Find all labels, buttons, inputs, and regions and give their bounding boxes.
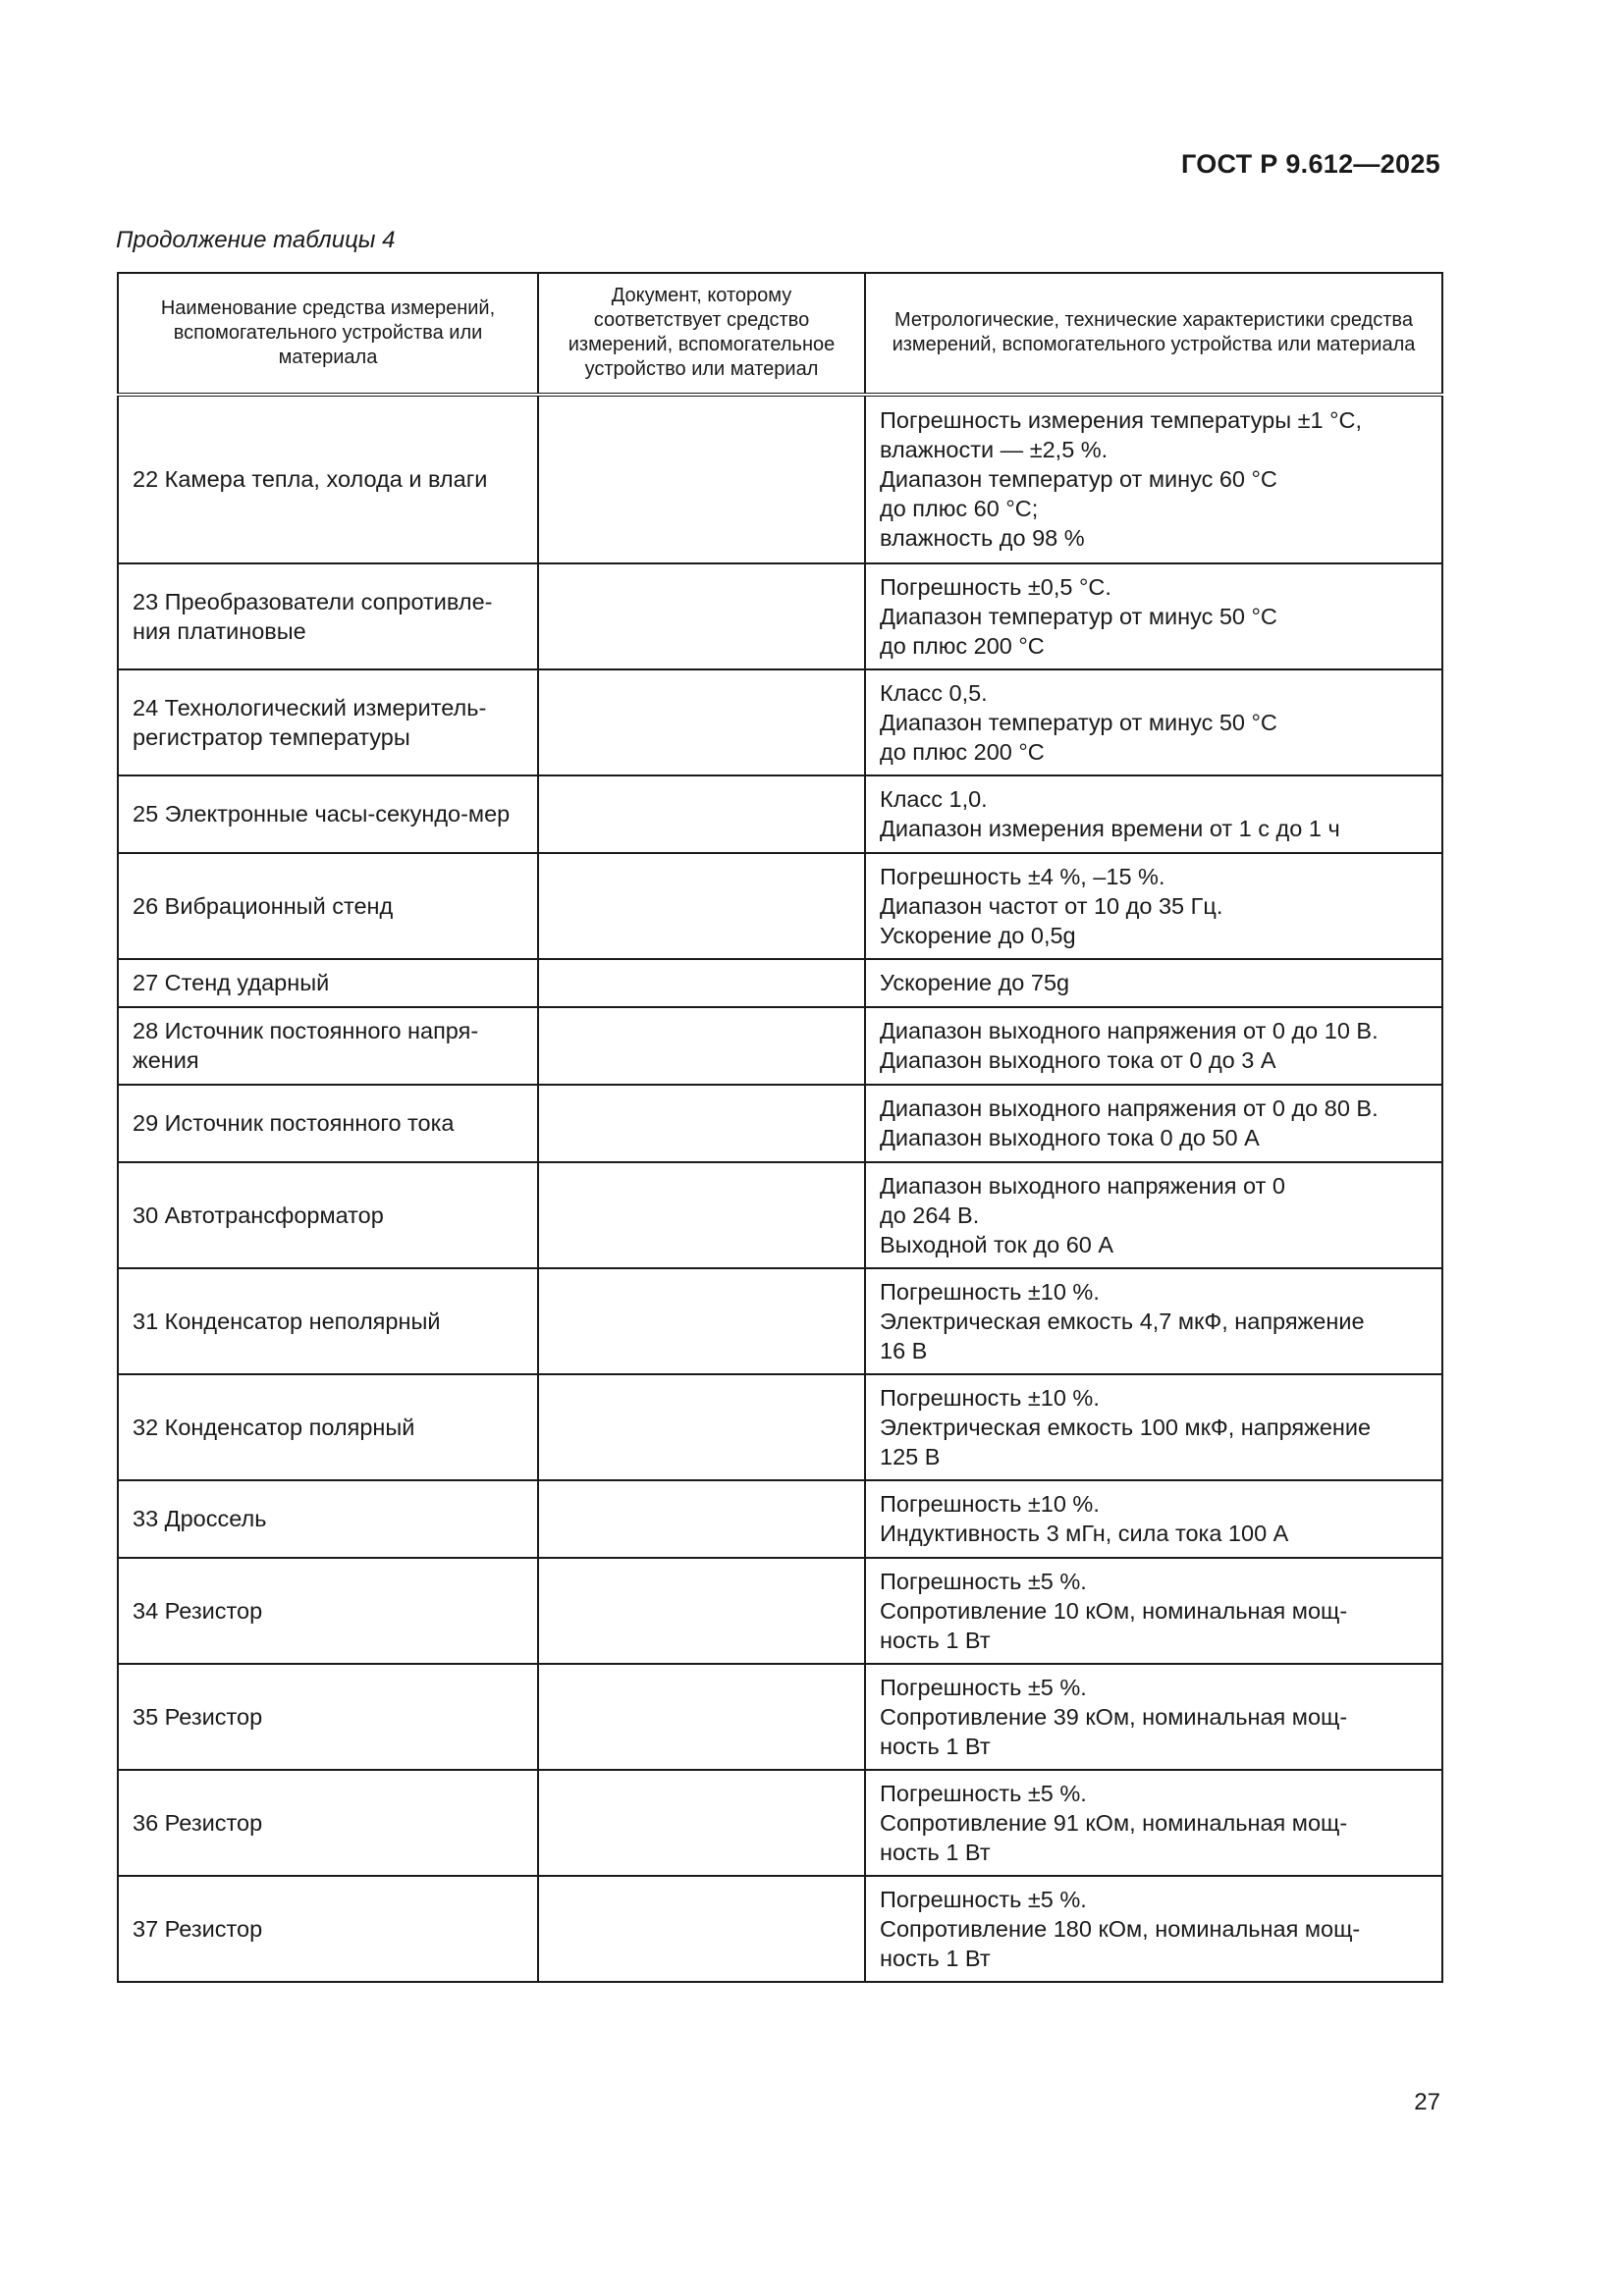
- table-row: [118, 1374, 1442, 1480]
- characteristic-line: Электрическая емкость 100 мкФ, напряжение: [880, 1414, 1372, 1440]
- document-cell: [538, 1007, 865, 1085]
- document-cell: [538, 853, 865, 959]
- characteristic-line: Сопротивление 10 кОм, номинальная мощ-: [880, 1597, 1348, 1624]
- characteristic-line: Сопротивление 91 кОм, номинальная мощ-: [880, 1809, 1348, 1836]
- equipment-name-cell: 29 Источник постоянного тока: [118, 1085, 538, 1162]
- characteristics-cell: [865, 1007, 1442, 1085]
- characteristic-line: Погрешность ±10 %.: [880, 1384, 1100, 1411]
- document-cell: [538, 1770, 865, 1876]
- characteristics-cell: [865, 563, 1442, 669]
- characteristics-cell: [865, 1480, 1442, 1558]
- table-row: [118, 775, 1442, 853]
- characteristic-line: Погрешность измерения температуры ±1 °С,: [880, 407, 1363, 433]
- table-body: [118, 395, 1442, 1982]
- document-cell: [538, 1268, 865, 1374]
- document-cell: [538, 775, 865, 853]
- characteristics-cell: [865, 775, 1442, 853]
- characteristic-line: ность 1 Вт: [880, 1945, 991, 1971]
- characteristic-line: Диапазон температур от минус 50 °С: [880, 709, 1277, 735]
- characteristic-line: Диапазон выходного тока от 0 до 3 А: [880, 1047, 1276, 1073]
- characteristic-line: до плюс 200 °С: [880, 632, 1045, 659]
- characteristic-line: Сопротивление 39 кОм, номинальная мощ-: [880, 1703, 1348, 1730]
- document-cell: [538, 959, 865, 1007]
- characteristic-line: Диапазон частот от 10 до 35 Гц.: [880, 892, 1223, 919]
- characteristic-line: Выходной ток до 60 А: [880, 1231, 1114, 1257]
- characteristic-line: Диапазон температур от минус 50 °С: [880, 603, 1277, 629]
- document-cell: [538, 563, 865, 669]
- characteristic-line: до плюс 60 °С;: [880, 496, 1039, 521]
- table-row: [118, 1664, 1442, 1770]
- document-cell: [538, 395, 865, 563]
- characteristics-cell: [865, 1664, 1442, 1770]
- equipment-name-cell: 32 Конденсатор полярный: [118, 1374, 538, 1480]
- table-row: [118, 1558, 1442, 1664]
- equipment-name-cell: 22 Камера тепла, холода и влаги: [118, 395, 538, 563]
- table-row: [118, 563, 1442, 669]
- characteristic-line: до плюс 200 °С: [880, 738, 1045, 765]
- equipment-name-cell: 33 Дроссель: [118, 1480, 538, 1558]
- table-caption: Продолжение таблицы 4: [116, 227, 396, 253]
- characteristics-cell: [865, 1162, 1442, 1268]
- characteristic-line: Диапазон выходного напряжения от 0 до 80 В.: [880, 1095, 1379, 1121]
- characteristics-cell: [865, 1085, 1442, 1162]
- characteristics-cell: [865, 1558, 1442, 1664]
- characteristic-line: Погрешность ±5 %.: [880, 1568, 1087, 1594]
- column-header-characteristics: Метрологические, технические характеристики средства измерений, вспомогательного устройства или материала: [865, 273, 1442, 395]
- equipment-name-cell: 25 Электронные часы-секундо-мер: [118, 775, 538, 853]
- characteristic-line: Погрешность ±0,5 °С.: [880, 573, 1111, 600]
- document-cell: [538, 1085, 865, 1162]
- document-cell: [538, 1480, 865, 1558]
- document-cell: [538, 1374, 865, 1480]
- equipment-name-cell: 26 Вибрационный стенд: [118, 853, 538, 959]
- equipment-name-cell: 24 Технологический измеритель-регистратор температуры: [118, 669, 538, 775]
- table-row: [118, 1770, 1442, 1876]
- table-row: [118, 1007, 1442, 1085]
- characteristic-line: Индуктивность 3 мГн, сила тока 100 А: [880, 1521, 1289, 1546]
- characteristic-line: 125 В: [880, 1443, 941, 1469]
- column-header-name: Наименование средства измерений, вспомогательного устройства или материала: [118, 273, 538, 395]
- equipment-name-cell: 35 Резистор: [118, 1664, 538, 1770]
- page-number: 27: [1414, 2089, 1440, 2115]
- equipment-name-cell: 37 Резистор: [118, 1876, 538, 1982]
- characteristics-cell: [865, 1876, 1442, 1982]
- characteristic-line: 16 В: [880, 1337, 928, 1363]
- characteristic-line: Диапазон измерения времени от 1 с до 1 ч: [880, 816, 1340, 841]
- table-row: [118, 1085, 1442, 1162]
- table-row: [118, 1876, 1442, 1982]
- characteristic-line: Ускорение до 0,5g: [880, 922, 1076, 948]
- document-id: ГОСТ Р 9.612—2025: [1180, 149, 1440, 179]
- equipment-table: [117, 272, 1443, 1983]
- characteristics-cell: [865, 1770, 1442, 1876]
- characteristic-line: Погрешность ±5 %.: [880, 1674, 1087, 1700]
- table-row: [118, 959, 1442, 1007]
- characteristic-line: Электрическая емкость 4,7 мкФ, напряжение: [880, 1308, 1365, 1334]
- characteristic-line: Класс 0,5.: [880, 679, 988, 706]
- document-cell: [538, 669, 865, 775]
- characteristic-line: Сопротивление 180 кОм, номинальная мощ-: [880, 1915, 1361, 1942]
- characteristic-line: Диапазон выходного напряжения от 0 до 10 В.: [880, 1018, 1379, 1043]
- characteristic-line: Погрешность ±10 %.: [880, 1491, 1100, 1517]
- characteristic-line: Диапазон выходного напряжения от 0: [880, 1172, 1285, 1199]
- characteristic-line: Погрешность ±5 %.: [880, 1886, 1087, 1912]
- document-cell: [538, 1876, 865, 1982]
- characteristic-line: до 264 В.: [880, 1201, 980, 1228]
- table-row: [118, 1480, 1442, 1558]
- characteristics-cell: [865, 959, 1442, 1007]
- characteristic-line: Погрешность ±4 %, –15 %.: [880, 863, 1165, 889]
- characteristic-line: ность 1 Вт: [880, 1627, 991, 1653]
- document-cell: [538, 1558, 865, 1664]
- table-row: [118, 853, 1442, 959]
- characteristic-line: влажность до 98 %: [880, 525, 1085, 551]
- equipment-name-cell: 27 Стенд ударный: [118, 959, 538, 1007]
- equipment-name-cell: 31 Конденсатор неполярный: [118, 1268, 538, 1374]
- equipment-name-cell: 23 Преобразователи сопротивле-ния платиновые: [118, 563, 538, 669]
- characteristics-cell: [865, 853, 1442, 959]
- characteristic-line: Ускорение до 75g: [880, 970, 1070, 995]
- characteristic-line: Диапазон температур от минус 60 °С: [880, 466, 1277, 492]
- characteristic-line: ность 1 Вт: [880, 1733, 991, 1759]
- characteristics-cell: [865, 395, 1442, 563]
- characteristic-line: влажности — ±2,5 %.: [880, 437, 1109, 462]
- table-row: [118, 669, 1442, 775]
- characteristics-cell: [865, 669, 1442, 775]
- characteristic-line: Погрешность ±5 %.: [880, 1780, 1087, 1806]
- characteristic-line: Класс 1,0.: [880, 786, 988, 812]
- equipment-name-cell: 30 Автотрансформатор: [118, 1162, 538, 1268]
- equipment-name-cell: 34 Резистор: [118, 1558, 538, 1664]
- table-row: [118, 1162, 1442, 1268]
- table-row: [118, 1268, 1442, 1374]
- equipment-name-cell: 36 Резистор: [118, 1770, 538, 1876]
- table-header-row: [118, 273, 1442, 395]
- characteristics-cell: [865, 1374, 1442, 1480]
- document-cell: [538, 1162, 865, 1268]
- characteristic-line: Диапазон выходного тока 0 до 50 А: [880, 1125, 1260, 1150]
- characteristic-line: Погрешность ±10 %.: [880, 1278, 1100, 1305]
- characteristics-cell: [865, 1268, 1442, 1374]
- table-row: [118, 395, 1442, 563]
- characteristic-line: ность 1 Вт: [880, 1839, 991, 1865]
- column-header-document: Документ, которому соответствует средство измерений, вспомогательное устройство или материал: [538, 273, 865, 395]
- document-cell: [538, 1664, 865, 1770]
- equipment-name-cell: 28 Источник постоянного напря-жения: [118, 1007, 538, 1085]
